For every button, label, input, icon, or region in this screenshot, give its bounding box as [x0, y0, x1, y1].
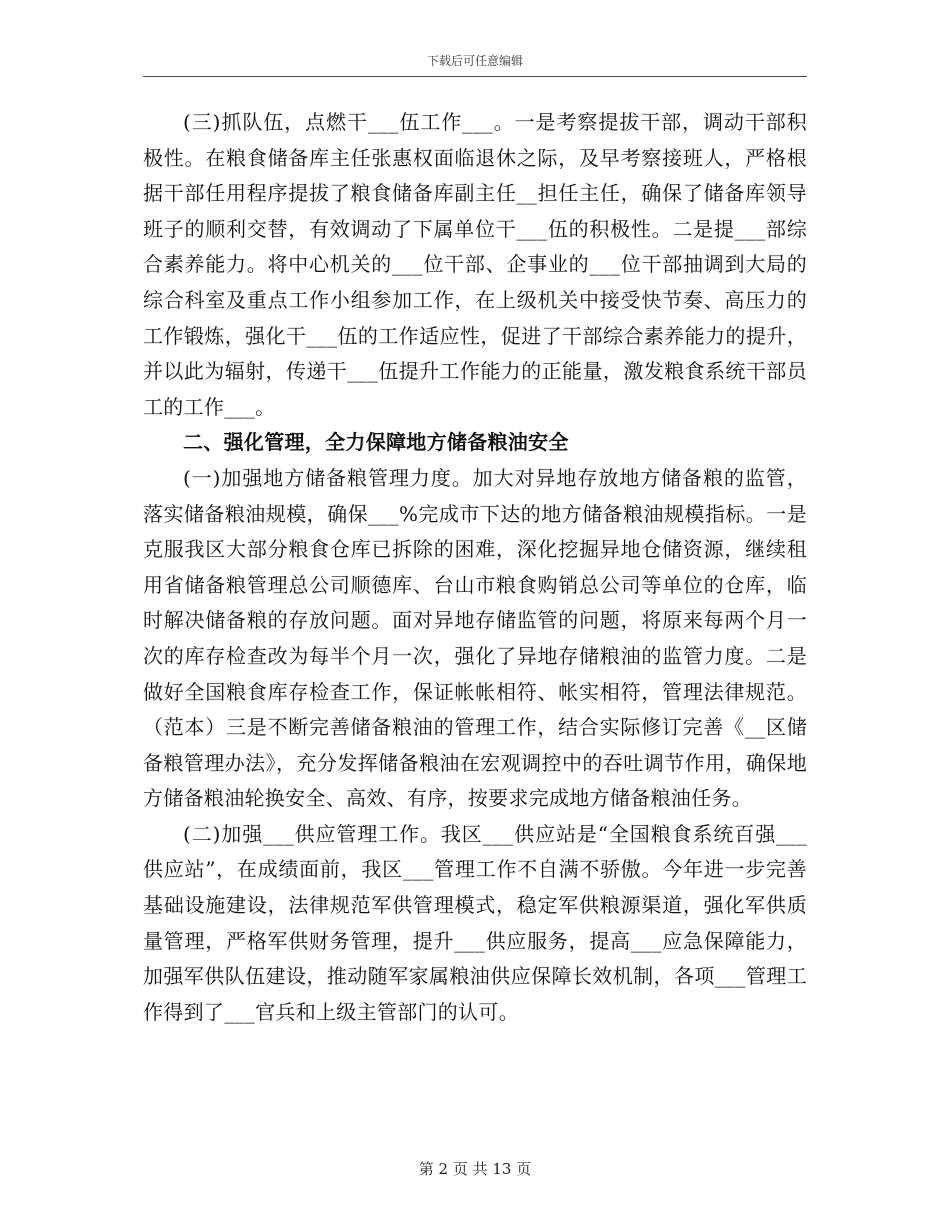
paragraph-supply-management: (二)加强___供应管理工作。我区___供应站是“全国粮食系统百强___供应站”，在成绩面前，我区___管理工作不自满不骄傲。今年进一步完善基础设施建设，法律规范军供管理模式，稳定军供粮源渠道，强化军供质量管理，严格军供财务管理，提升___供应服务，提高___应急保障能力，加强军供队伍建设，推动随军家属粮油供应保障长效机制，各项___管理工作得到了___官兵和上级主管部门的认可。	[143, 821, 807, 1024]
page-header: 下载后可任意编辑	[426, 54, 523, 68]
document-body	[143, 105, 807, 1030]
paragraph-team-building: (三)抓队伍，点燃干___伍工作___。一是考察提拔干部，调动干部积极性。在粮食储备库主任张惠权面临退休之际，及早考察接班人，严格根据干部任用程序提拔了粮食储备库副主任__担任主任，确保了储备库领导班子的顺利交替，有效调动了下属单位干___伍的积极性。二是提___部综合素养能力。将中心机关的___位干部、企事业的___位干部抽调到大局的综合科室及重点工作小组参加工作，在上级机关中接受快节奏、高压力的工作锻炼，强化干___伍的工作适应性，促进了干部综合素养能力的提升，并以此为辐射，传递干___伍提升工作能力的正能量，激发粮食系统干部员工的工作___。	[143, 110, 807, 419]
paragraph-grain-reserve: (一)加强地方储备粮管理力度。加大对异地存放地方储备粮的监管，落实储备粮油规模，确保___%完成市下达的地方储备粮油规模指标。一是克服我区大部分粮食仓库已拆除的困难，深化挖掘异地仓储资源，继续租用省储备粮管理总公司顺德库、台山市粮食购销总公司等单位的仓库，临时解决储备粮的存放问题。面对异地存储监管的问题，将原来每两个月一次的库存检查改为每半个月一次，强化了异地存储粮油的监管力度。二是做好全国粮食库存检查工作，保证帐帐相符、帐实相符，管理法律规范。（范本）三是不断完善储备粮油的管理工作，结合实际修订完善《__区储备粮管理办法》，充分发挥储备粮油在宏观调控中的吞吐调节作用，确保地方储备粮油轮换安全、高效、有序，按要求完成地方储备粮油任务。	[143, 465, 807, 811]
page-number: 第 2 页 共 13 页	[418, 1160, 532, 1178]
section-heading-management: 二、强化管理，全力保障地方储备粮油安全	[183, 430, 569, 455]
header-divider	[143, 76, 807, 77]
